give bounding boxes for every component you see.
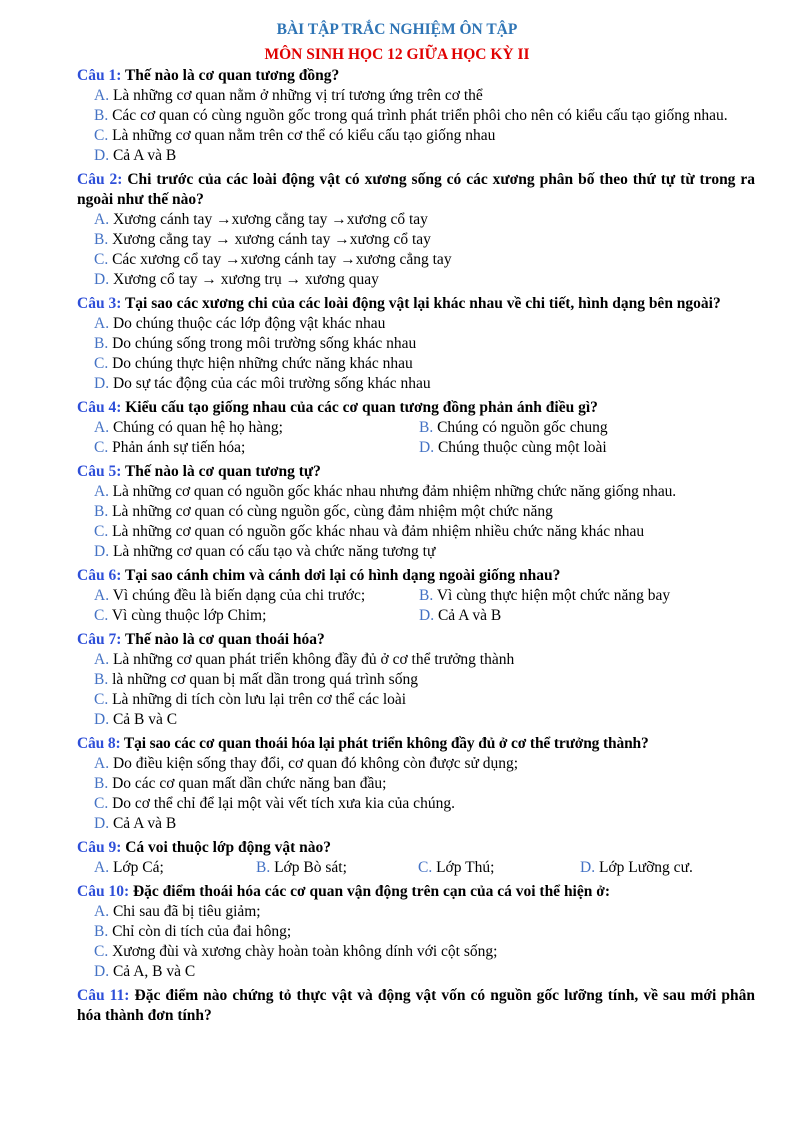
option-letter: D. <box>419 439 435 456</box>
option-d[interactable] <box>419 438 607 458</box>
option-letter: D. <box>94 375 110 392</box>
question-7 <box>77 630 755 730</box>
question-text: Kiểu cấu tạo giống nhau của các cơ quan tương đồng phản ánh điều gì? <box>125 399 598 416</box>
option-c[interactable] <box>77 794 755 814</box>
option-letter: D. <box>94 271 110 288</box>
option-letter: C. <box>94 127 109 144</box>
option-letter: D. <box>580 859 596 876</box>
option-letter: A. <box>94 419 110 436</box>
option-letter: D. <box>94 815 110 832</box>
option-text: là những cơ quan bị mất dần trong quá trình sống <box>112 671 418 688</box>
option-letter: D. <box>419 607 435 624</box>
option-c[interactable] <box>77 354 755 374</box>
option-b[interactable] <box>77 230 755 250</box>
option-text: Phản ánh sự tiến hóa; <box>112 439 246 456</box>
option-letter: B. <box>94 503 109 520</box>
option-letter: B. <box>94 671 109 688</box>
question-9 <box>77 838 755 878</box>
option-d[interactable] <box>419 606 501 626</box>
document-subtitle: MÔN SINH HỌC 12 GIỮA HỌC KỲ II <box>264 46 530 63</box>
option-text: Vì chúng đều là biến dạng của chi trước; <box>112 587 366 604</box>
option-text: Do cơ thể chỉ để lại một vài vết tích xưa kia của chúng. <box>112 795 455 812</box>
option-text: Chỉ còn di tích của đai hông; <box>112 923 292 940</box>
question-text: Thế nào là cơ quan tương đồng? <box>124 67 340 84</box>
option-c[interactable] <box>77 942 755 962</box>
option-letter: A. <box>94 859 110 876</box>
question-1 <box>77 66 755 166</box>
option-text: Do các cơ quan mất dần chức năng ban đầu; <box>112 775 387 792</box>
option-letter: C. <box>94 795 109 812</box>
option-text: Do chúng thuộc các lớp động vật khác nhau <box>112 315 386 332</box>
option-text: Là những cơ quan có nguồn gốc khác nhau và đảm nhiệm nhiều chức năng khác nhau <box>112 523 645 540</box>
option-letter: B. <box>419 419 434 436</box>
option-text: Là những cơ quan có cùng nguồn gốc, cùng đảm nhiệm một chức năng <box>112 503 553 520</box>
option-letter: A. <box>94 211 110 228</box>
option-text: Chúng thuộc cùng một loài <box>437 439 607 456</box>
option-text: Cả B và C <box>112 711 178 728</box>
question-5 <box>77 462 755 562</box>
option-text: Chi sau đã bị tiêu giảm; <box>112 903 261 920</box>
option-text: Cả A và B <box>112 147 177 164</box>
option-letter: A. <box>94 87 110 104</box>
question-text: Chi trước của các loài động vật có xương sống có các xương phân bố theo thứ tự từ trong ra ngoài như thế nào? <box>77 171 755 208</box>
question-label: Câu 11: <box>77 987 130 1004</box>
question-label: Câu 4: <box>77 399 122 416</box>
question-text: Tại sao cánh chim và cánh dơi lại có hình dạng ngoài giống nhau? <box>124 567 561 584</box>
option-letter: D. <box>94 963 110 980</box>
option-a[interactable] <box>77 902 755 922</box>
option-letter: C. <box>94 355 109 372</box>
question-label: Câu 5: <box>77 463 122 480</box>
option-c[interactable] <box>77 250 755 270</box>
option-d[interactable] <box>77 814 755 834</box>
option-letter: C. <box>94 251 109 268</box>
document-title: BÀI TẬP TRẮC NGHIỆM ÔN TẬP <box>276 21 518 38</box>
option-text: Các xương cổ tay →xương cánh tay →xương cẳng tay <box>112 251 452 268</box>
option-b[interactable] <box>77 502 755 522</box>
option-c[interactable] <box>77 690 755 710</box>
option-letter: A. <box>94 315 110 332</box>
option-letter: A. <box>94 587 110 604</box>
option-c[interactable] <box>77 522 755 542</box>
option-text: Cả A và B <box>437 607 502 624</box>
option-c[interactable] <box>94 606 419 626</box>
question-label: Câu 2: <box>77 171 123 188</box>
option-text: Vì cùng thuộc lớp Chim; <box>111 607 267 624</box>
option-text: Vì cùng thực hiện một chức năng bay <box>436 587 671 604</box>
option-a[interactable] <box>77 314 755 334</box>
option-b[interactable] <box>419 586 670 606</box>
option-text: Do điều kiện sống thay đổi, cơ quan đó không còn được sử dụng; <box>112 755 519 772</box>
option-text: Do chúng sống trong môi trường sống khác nhau <box>112 335 417 352</box>
option-letter: B. <box>256 859 271 876</box>
option-letter: A. <box>94 903 110 920</box>
option-text: Là những cơ quan có cấu tạo và chức năng tương tự <box>112 543 436 560</box>
option-b[interactable] <box>77 106 755 126</box>
option-text: Là những cơ quan phát triển không đầy đủ ở cơ thể trưởng thành <box>112 651 515 668</box>
option-letter: A. <box>94 483 109 500</box>
option-letter: C. <box>94 523 109 540</box>
option-d[interactable] <box>77 146 755 166</box>
option-text: Các cơ quan có cùng nguồn gốc trong quá trình phát triển phôi cho nên có kiểu cấu tạo giống nhau. <box>112 107 728 124</box>
question-text: Tại sao các xương chi của các loài động vật lại khác nhau về chi tiết, hình dạng bên ngoài? <box>124 295 721 312</box>
option-text: Cả A và B <box>112 815 177 832</box>
option-a[interactable] <box>77 754 755 774</box>
option-a[interactable] <box>77 650 755 670</box>
question-text: Thế nào là cơ quan tương tự? <box>124 463 321 480</box>
question-2 <box>77 170 755 290</box>
option-letter: B. <box>94 775 109 792</box>
option-letter: B. <box>94 231 109 248</box>
option-a[interactable] <box>94 858 256 878</box>
question-8 <box>77 734 755 834</box>
question-label: Câu 6: <box>77 567 122 584</box>
option-letter: A. <box>94 651 110 668</box>
option-text: Là những cơ quan nằm ở những vị trí tương ứng trên cơ thể <box>112 87 483 104</box>
option-letter: B. <box>94 107 109 124</box>
option-d[interactable] <box>77 710 755 730</box>
option-letter: D. <box>94 711 110 728</box>
option-letter: D. <box>94 147 110 164</box>
option-text: Do sự tác động của các môi trường sống khác nhau <box>112 375 431 392</box>
option-b[interactable] <box>419 418 608 438</box>
option-text: Cả A, B và C <box>112 963 196 980</box>
option-text: Là những cơ quan nằm trên cơ thể có kiểu cấu tạo giống nhau <box>112 127 496 144</box>
option-d[interactable] <box>77 542 755 562</box>
option-d[interactable] <box>580 858 693 878</box>
option-d[interactable] <box>77 270 755 290</box>
option-d[interactable] <box>77 374 755 394</box>
option-a[interactable] <box>77 482 755 502</box>
option-letter: C. <box>94 439 109 456</box>
option-letter: C. <box>94 607 109 624</box>
question-text: Đặc điểm thoái hóa các cơ quan vận động trên cạn của cá voi thể hiện ở: <box>132 883 610 900</box>
option-letter: B. <box>94 335 109 352</box>
option-b[interactable] <box>77 670 755 690</box>
option-letter: D. <box>94 543 110 560</box>
option-letter: B. <box>94 923 109 940</box>
option-b[interactable] <box>77 774 755 794</box>
option-letter: C. <box>94 943 109 960</box>
question-text: Tại sao các cơ quan thoái hóa lại phát triển không đầy đủ ở cơ thể trưởng thành? <box>123 735 649 752</box>
question-label: Câu 3: <box>77 295 122 312</box>
question-text: Đặc điểm nào chứng tỏ thực vật và động vật vốn có nguồn gốc lưỡng tính, về sau mới phân hóa thành đơn tính? <box>77 987 755 1024</box>
option-text: Xương cổ tay → xương trụ → xương quay <box>112 271 379 288</box>
option-text: Do chúng thực hiện những chức năng khác nhau <box>112 355 413 372</box>
question-6 <box>77 566 755 626</box>
option-b[interactable] <box>256 858 418 878</box>
option-letter: C. <box>94 691 109 708</box>
question-label: Câu 10: <box>77 883 130 900</box>
option-text: Xương cẳng tay → xương cánh tay →xương cổ tay <box>112 231 431 248</box>
question-text: Thế nào là cơ quan thoái hóa? <box>124 631 325 648</box>
option-b[interactable] <box>77 334 755 354</box>
option-letter: C. <box>418 859 433 876</box>
option-text: Xương cánh tay →xương cẳng tay →xương cổ tay <box>112 211 428 228</box>
option-d[interactable] <box>77 962 755 982</box>
option-text: Chúng có quan hệ họ hàng; <box>112 419 283 436</box>
option-a[interactable] <box>77 86 755 106</box>
option-letter: B. <box>419 587 434 604</box>
option-text: Xương đùi và xương chày hoàn toàn không dính với cột sống; <box>112 943 498 960</box>
option-text: Lớp Cá; <box>112 859 164 876</box>
question-text: Cá voi thuộc lớp động vật nào? <box>125 839 332 856</box>
question-label: Câu 1: <box>77 67 122 84</box>
option-a[interactable] <box>94 418 419 438</box>
question-4 <box>77 398 755 458</box>
question-label: Câu 9: <box>77 839 122 856</box>
option-text: Là những di tích còn lưu lại trên cơ thể các loài <box>112 691 407 708</box>
question-label: Câu 8: <box>77 735 121 752</box>
option-c[interactable] <box>94 438 419 458</box>
option-text: Lớp Lưỡng cư. <box>598 859 693 876</box>
question-11 <box>77 986 755 1026</box>
option-text: Lớp Thú; <box>436 859 495 876</box>
option-a[interactable] <box>94 586 419 606</box>
questions-list <box>77 66 755 1026</box>
question-label: Câu 7: <box>77 631 122 648</box>
option-text: Chúng có nguồn gốc chung <box>437 419 608 436</box>
option-text: Là những cơ quan có nguồn gốc khác nhau nhưng đảm nhiệm những chức năng giống nhau. <box>112 483 677 500</box>
option-b[interactable] <box>77 922 755 942</box>
option-letter: A. <box>94 755 110 772</box>
question-10 <box>77 882 755 982</box>
option-c[interactable] <box>418 858 580 878</box>
question-3 <box>77 294 755 394</box>
option-c[interactable] <box>77 126 755 146</box>
option-text: Lớp Bò sát; <box>274 859 347 876</box>
option-a[interactable] <box>77 210 755 230</box>
